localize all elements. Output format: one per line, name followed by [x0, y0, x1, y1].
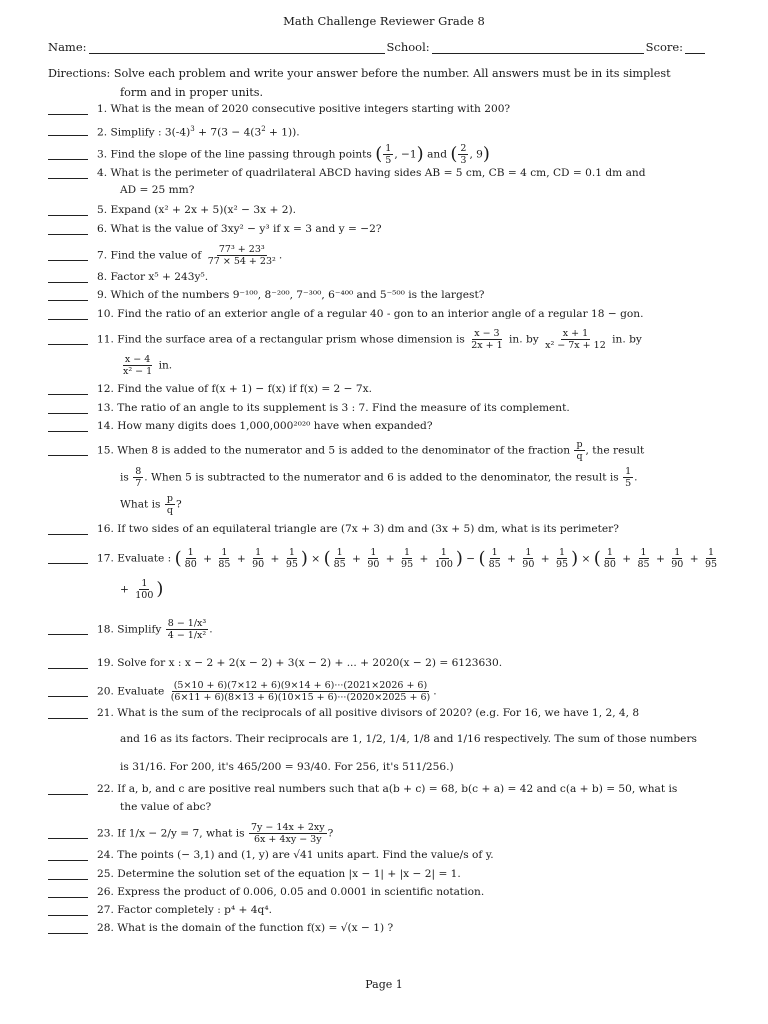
directions-line1: Directions: Solve each problem and write your answer before the number. All answers must be in its simplest	[48, 67, 671, 80]
question-11-cont	[120, 354, 172, 377]
question-text: 7. Find the value of $\frac{\text{77³ + 23³}}{\text{77 × 54 + 23²}}$ .	[97, 244, 283, 267]
question-25	[48, 867, 728, 881]
question-text	[97, 122, 728, 140]
question-13	[48, 401, 728, 415]
fraction: $\frac{1}{95}$	[285, 547, 298, 570]
fraction: $\frac{1}{85}$	[637, 547, 650, 570]
score-label: Score:	[645, 40, 684, 54]
question-12	[48, 382, 728, 396]
question-4-cont: AD = 25 mm?	[120, 184, 195, 196]
fraction: $\frac{1}{80}$	[603, 547, 616, 570]
answer-blank[interactable]	[48, 290, 88, 301]
answer-blank[interactable]	[48, 384, 88, 395]
fraction: $\frac{1}{95}$	[401, 547, 414, 570]
question-text: 13. The ratio of an angle to its supplement is 3 : 7. Find the measure of its complement.	[97, 402, 570, 414]
question-text: 18. Simplify $\frac{\text{8 − 1/x³}}{\text{4 − 1/x²}}$ .	[97, 618, 213, 641]
question-28	[48, 921, 728, 935]
answer-blank[interactable]	[48, 224, 88, 235]
q15-part: ?	[175, 498, 182, 511]
question-23	[48, 822, 728, 845]
page-title: Math Challenge Reviewer Grade 8	[283, 14, 485, 28]
fraction: $\frac{1}{5}$	[385, 143, 392, 166]
question-18	[48, 618, 728, 641]
directions-line2: form and in proper units.	[120, 86, 264, 99]
q3-part: , 9	[469, 148, 483, 161]
question-14	[48, 419, 728, 433]
question-text: 4. What is the perimeter of quadrilateral ABCD having sides AB = 5 cm, CB = 4 cm, CD = 0.1 dm and	[97, 167, 646, 179]
q18-part: 18. Simplify	[97, 623, 162, 636]
question-19	[48, 656, 728, 670]
q17-paren: )	[156, 578, 164, 600]
q2-part: + 1)).	[265, 126, 300, 139]
question-22-cont: the value of abc?	[120, 801, 212, 813]
q15-part: , the result	[585, 444, 645, 457]
answer-blank[interactable]	[48, 784, 88, 795]
question-15-cont	[120, 466, 638, 489]
q23-part: 23. If 1/x − 2/y = 7, what is	[97, 827, 245, 840]
fraction: $\frac{2}{3}$	[460, 143, 467, 166]
question-text	[97, 822, 728, 845]
question-26	[48, 885, 728, 899]
question-4	[48, 166, 728, 180]
question-21-cont: and 16 as its factors. Their reciprocals are 1, 1/2, 1/4, 1/8 and 1/16 respectively. The sum of those numbers	[120, 733, 697, 745]
fraction: $\frac{1}{85}$	[218, 547, 231, 570]
question-2	[48, 122, 728, 140]
question-text: 1. What is the mean of 2020 consecutive positive integers starting with 200?	[97, 103, 511, 115]
question-10	[48, 307, 728, 321]
fraction: $\frac{x - 4}{\text{x² − 1}}$	[123, 354, 153, 377]
q15-part: .	[634, 471, 638, 484]
q17-plus: +	[120, 583, 129, 596]
q15-part: is	[120, 471, 129, 484]
question-text: 12. Find the value of f(x + 1) − f(x) if f(x) = 2 − 7x.	[97, 383, 372, 395]
question-text: 19. Solve for x : x − 2 + 2(x − 2) + 3(x − 2) + ... + 2020(x − 2) = 6123630.	[97, 657, 503, 669]
question-text: 5. Expand (x² + 2x + 5)(x² − 3x + 2).	[97, 204, 296, 216]
answer-blank[interactable]	[48, 887, 88, 898]
fraction: $\frac{8}{7}$	[135, 466, 142, 489]
answer-blank[interactable]	[48, 205, 88, 216]
question-text: 6. What is the value of 3xy² − y³ if x = 3 and y = −2?	[97, 223, 382, 235]
question-17-cont	[120, 578, 163, 601]
question-1	[48, 102, 728, 116]
answer-blank[interactable]	[48, 250, 88, 261]
answer-blank[interactable]	[48, 334, 88, 345]
fraction: $\frac{1}{90}$	[671, 547, 684, 570]
answer-blank[interactable]	[48, 923, 88, 934]
answer-blank[interactable]	[48, 445, 88, 456]
question-17	[48, 547, 728, 570]
answer-blank[interactable]	[48, 421, 88, 432]
fraction: $\frac{1}{90}$	[367, 547, 380, 570]
q2-exp: 3	[190, 125, 195, 133]
q11-part: 11. Find the surface area of a rectangular prism whose dimension is	[97, 333, 465, 346]
q11-part: in.	[155, 359, 173, 372]
fraction: $\frac{1}{95}$	[556, 547, 569, 570]
fraction: $\frac{1}{90}$	[522, 547, 535, 570]
answer-blank[interactable]	[48, 850, 88, 861]
answer-blank[interactable]	[48, 708, 88, 719]
fraction: $\frac{(5\times 10 + 6)(7\times 12 + 6)(9\times 14 + 6)\cdot\cdot\cdot(2021\times 2026 + 6)}{(6\times 11 + 6)(8\times 13 + 6)(10\times 15 + 6)\cdot\cdot\cdot(2020\times 2025 + 6)}$	[170, 680, 431, 703]
answer-blank[interactable]	[48, 524, 88, 535]
answer-blank[interactable]	[48, 168, 88, 179]
question-22	[48, 782, 728, 796]
question-16	[48, 522, 728, 536]
answer-blank[interactable]	[48, 658, 88, 669]
question-9	[48, 288, 728, 302]
question-20	[48, 680, 728, 703]
question-3	[48, 143, 728, 166]
question-text: 9. Which of the numbers 9⁻¹⁰⁰, 8⁻²⁰⁰, 7⁻³⁰⁰, 6⁻⁴⁰⁰ and 5⁻⁵⁰⁰ is the largest?	[97, 289, 485, 301]
q7-part: 7. Find the value of	[97, 249, 202, 262]
question-text: 20. Evaluate $\frac{(5\times 10 + 6)(7\times 12 + 6)(9\times 14 + 6)\cdot\cdot\cdot(2021\times 2026 + 6)}{(6\times 11 + 6)(8\times 13 + 6)(10\times 15 + 6)\cdot\cdot\cdot(2020\times 2025 + 6)}$ .	[97, 680, 437, 703]
q15-part: What is	[120, 498, 161, 511]
fraction: $\frac{7y - 14x + 2xy}{6x + 4xy - 3y}$	[251, 822, 325, 845]
name-line[interactable]	[89, 40, 385, 54]
answer-blank[interactable]	[48, 309, 88, 320]
header-fields	[48, 40, 724, 54]
question-text: 22. If a, b, and c are positive real numbers such that a(b + c) = 68, b(c + a) = 42 and c(a + b) = 50, what is	[97, 783, 678, 795]
question-24	[48, 848, 728, 862]
answer-blank[interactable]	[48, 553, 88, 564]
fraction: $\frac{1}{5}$	[625, 466, 632, 489]
answer-blank[interactable]	[48, 403, 88, 414]
question-27	[48, 903, 728, 917]
page-number: Page 1	[365, 978, 403, 991]
question-text: 3. Find the slope of the line passing through points ( $\frac{1}{5}$ , −1) and ( $\frac{2}{3}$ , 9)	[97, 143, 490, 166]
answer-blank[interactable]	[48, 828, 88, 839]
fraction: $\frac{x + 1}{\text{x² − 7x + 12}}$	[545, 328, 606, 351]
question-text	[97, 547, 728, 570]
score-line[interactable]	[685, 40, 705, 54]
fraction: $\frac{1}{95}$	[704, 547, 718, 570]
q11-part: in. by	[608, 333, 642, 346]
q3-part: 3. Find the slope of the line passing through points	[97, 148, 372, 161]
question-21-cont2: is 31/16. For 200, it's 465/200 = 93/40. For 256, it's 511/256.)	[120, 761, 454, 773]
answer-blank[interactable]	[48, 272, 88, 283]
q3-part: and	[423, 148, 451, 161]
fraction: $\frac{1}{100}$	[434, 547, 453, 570]
question-text: 14. How many digits does 1,000,000²⁰²⁰ have when expanded?	[97, 420, 433, 432]
question-text: 8. Factor x⁵ + 243y⁵.	[97, 271, 209, 283]
school-label: School:	[386, 40, 430, 54]
q17-part: 17. Evaluate :	[97, 552, 172, 565]
answer-blank[interactable]	[48, 905, 88, 916]
question-text: 26. Express the product of 0.006, 0.05 and 0.0001 in scientific notation.	[97, 886, 485, 898]
fraction: $\frac{1}{100}$	[135, 578, 154, 601]
question-text: 25. Determine the solution set of the equation |x − 1| + |x − 2| = 1.	[97, 868, 461, 880]
directions	[48, 64, 724, 102]
answer-blank[interactable]	[48, 624, 88, 635]
question-15	[48, 439, 728, 462]
fraction: $\frac{p}{q}$	[166, 493, 173, 516]
fraction: $\frac{x - 3}{2x + 1}$	[471, 328, 503, 351]
question-text	[97, 439, 728, 462]
q15-part: . When 5 is subtracted to the numerator and 6 is added to the denominator, the result is	[144, 471, 619, 484]
answer-blank[interactable]	[48, 869, 88, 880]
question-text: 21. What is the sum of the reciprocals of all positive divisors of 2020? (e.g. For 16, we have 1, 2, 4, 8	[97, 707, 640, 719]
q15-part: 15. When 8 is added to the numerator and 5 is added to the denominator of the fraction	[97, 444, 571, 457]
answer-blank[interactable]	[48, 686, 88, 697]
question-text	[97, 328, 728, 351]
q2-part: + 7(3 − 4(3	[194, 126, 262, 139]
question-text: 24. The points (− 3,1) and (1, y) are √41 units apart. Find the value/s of y.	[97, 849, 494, 861]
question-6	[48, 222, 728, 236]
q23-part: ?	[327, 827, 334, 840]
question-7	[48, 244, 728, 267]
question-text: 27. Factor completely : p⁴ + 4q⁴.	[97, 904, 272, 916]
q11-part: in. by	[505, 333, 543, 346]
answer-blank[interactable]	[48, 149, 88, 160]
question-11	[48, 328, 728, 351]
answer-blank[interactable]	[48, 104, 88, 115]
question-8	[48, 270, 728, 284]
fraction: $\frac{\text{77³ + 23³}}{\text{77 × 54 + 23²}}$	[207, 244, 276, 267]
q20-part: 20. Evaluate	[97, 685, 165, 698]
question-text: 28. What is the domain of the function f(x) = √(x − 1) ?	[97, 922, 394, 934]
question-5	[48, 203, 728, 217]
question-text: 10. Find the ratio of an exterior angle of a regular 40 - gon to an interior angle of a regular 18 − gon.	[97, 308, 644, 320]
q17-expression: ( $\frac{1}{80}$ + $\frac{1}{85}$ + $\frac{1}{90}$ + $\frac{1}{95}$ ) × ( $\frac{1}{85}$ + $\frac{1}{90}$ + $\frac{1}{95}$ + $\frac{1}{100}$ ) − ( $\frac{1}{85}$ + $\frac{1}{90}$ + $\frac{1}{95}$ ) × ( $\frac{1}{80}$ + $\frac{1}{85}$ + $\frac{1}{90}$ + $\frac{1}{95}$	[174, 547, 718, 570]
fraction: $\frac{p}{q}$	[576, 439, 583, 462]
fraction: $\frac{1}{85}$	[333, 547, 346, 570]
q2-exp: 2	[261, 125, 266, 133]
fraction: $\frac{1}{80}$	[184, 547, 197, 570]
question-15-cont2	[120, 493, 182, 516]
school-line[interactable]	[432, 40, 644, 54]
question-21	[48, 706, 728, 720]
fraction: $\frac{1}{90}$	[252, 547, 265, 570]
question-text: 16. If two sides of an equilateral triangle are (7x + 3) dm and (3x + 5) dm, what is its perimeter?	[97, 523, 619, 535]
name-label: Name:	[48, 40, 87, 54]
q2-part: 2. Simplify : 3(-4)	[97, 126, 191, 139]
answer-blank[interactable]	[48, 125, 88, 136]
fraction: $\frac{\text{8 − 1/x³}}{\text{4 − 1/x²}}$	[167, 618, 207, 641]
q3-part: , −1	[394, 148, 417, 161]
fraction: $\frac{1}{85}$	[488, 547, 501, 570]
